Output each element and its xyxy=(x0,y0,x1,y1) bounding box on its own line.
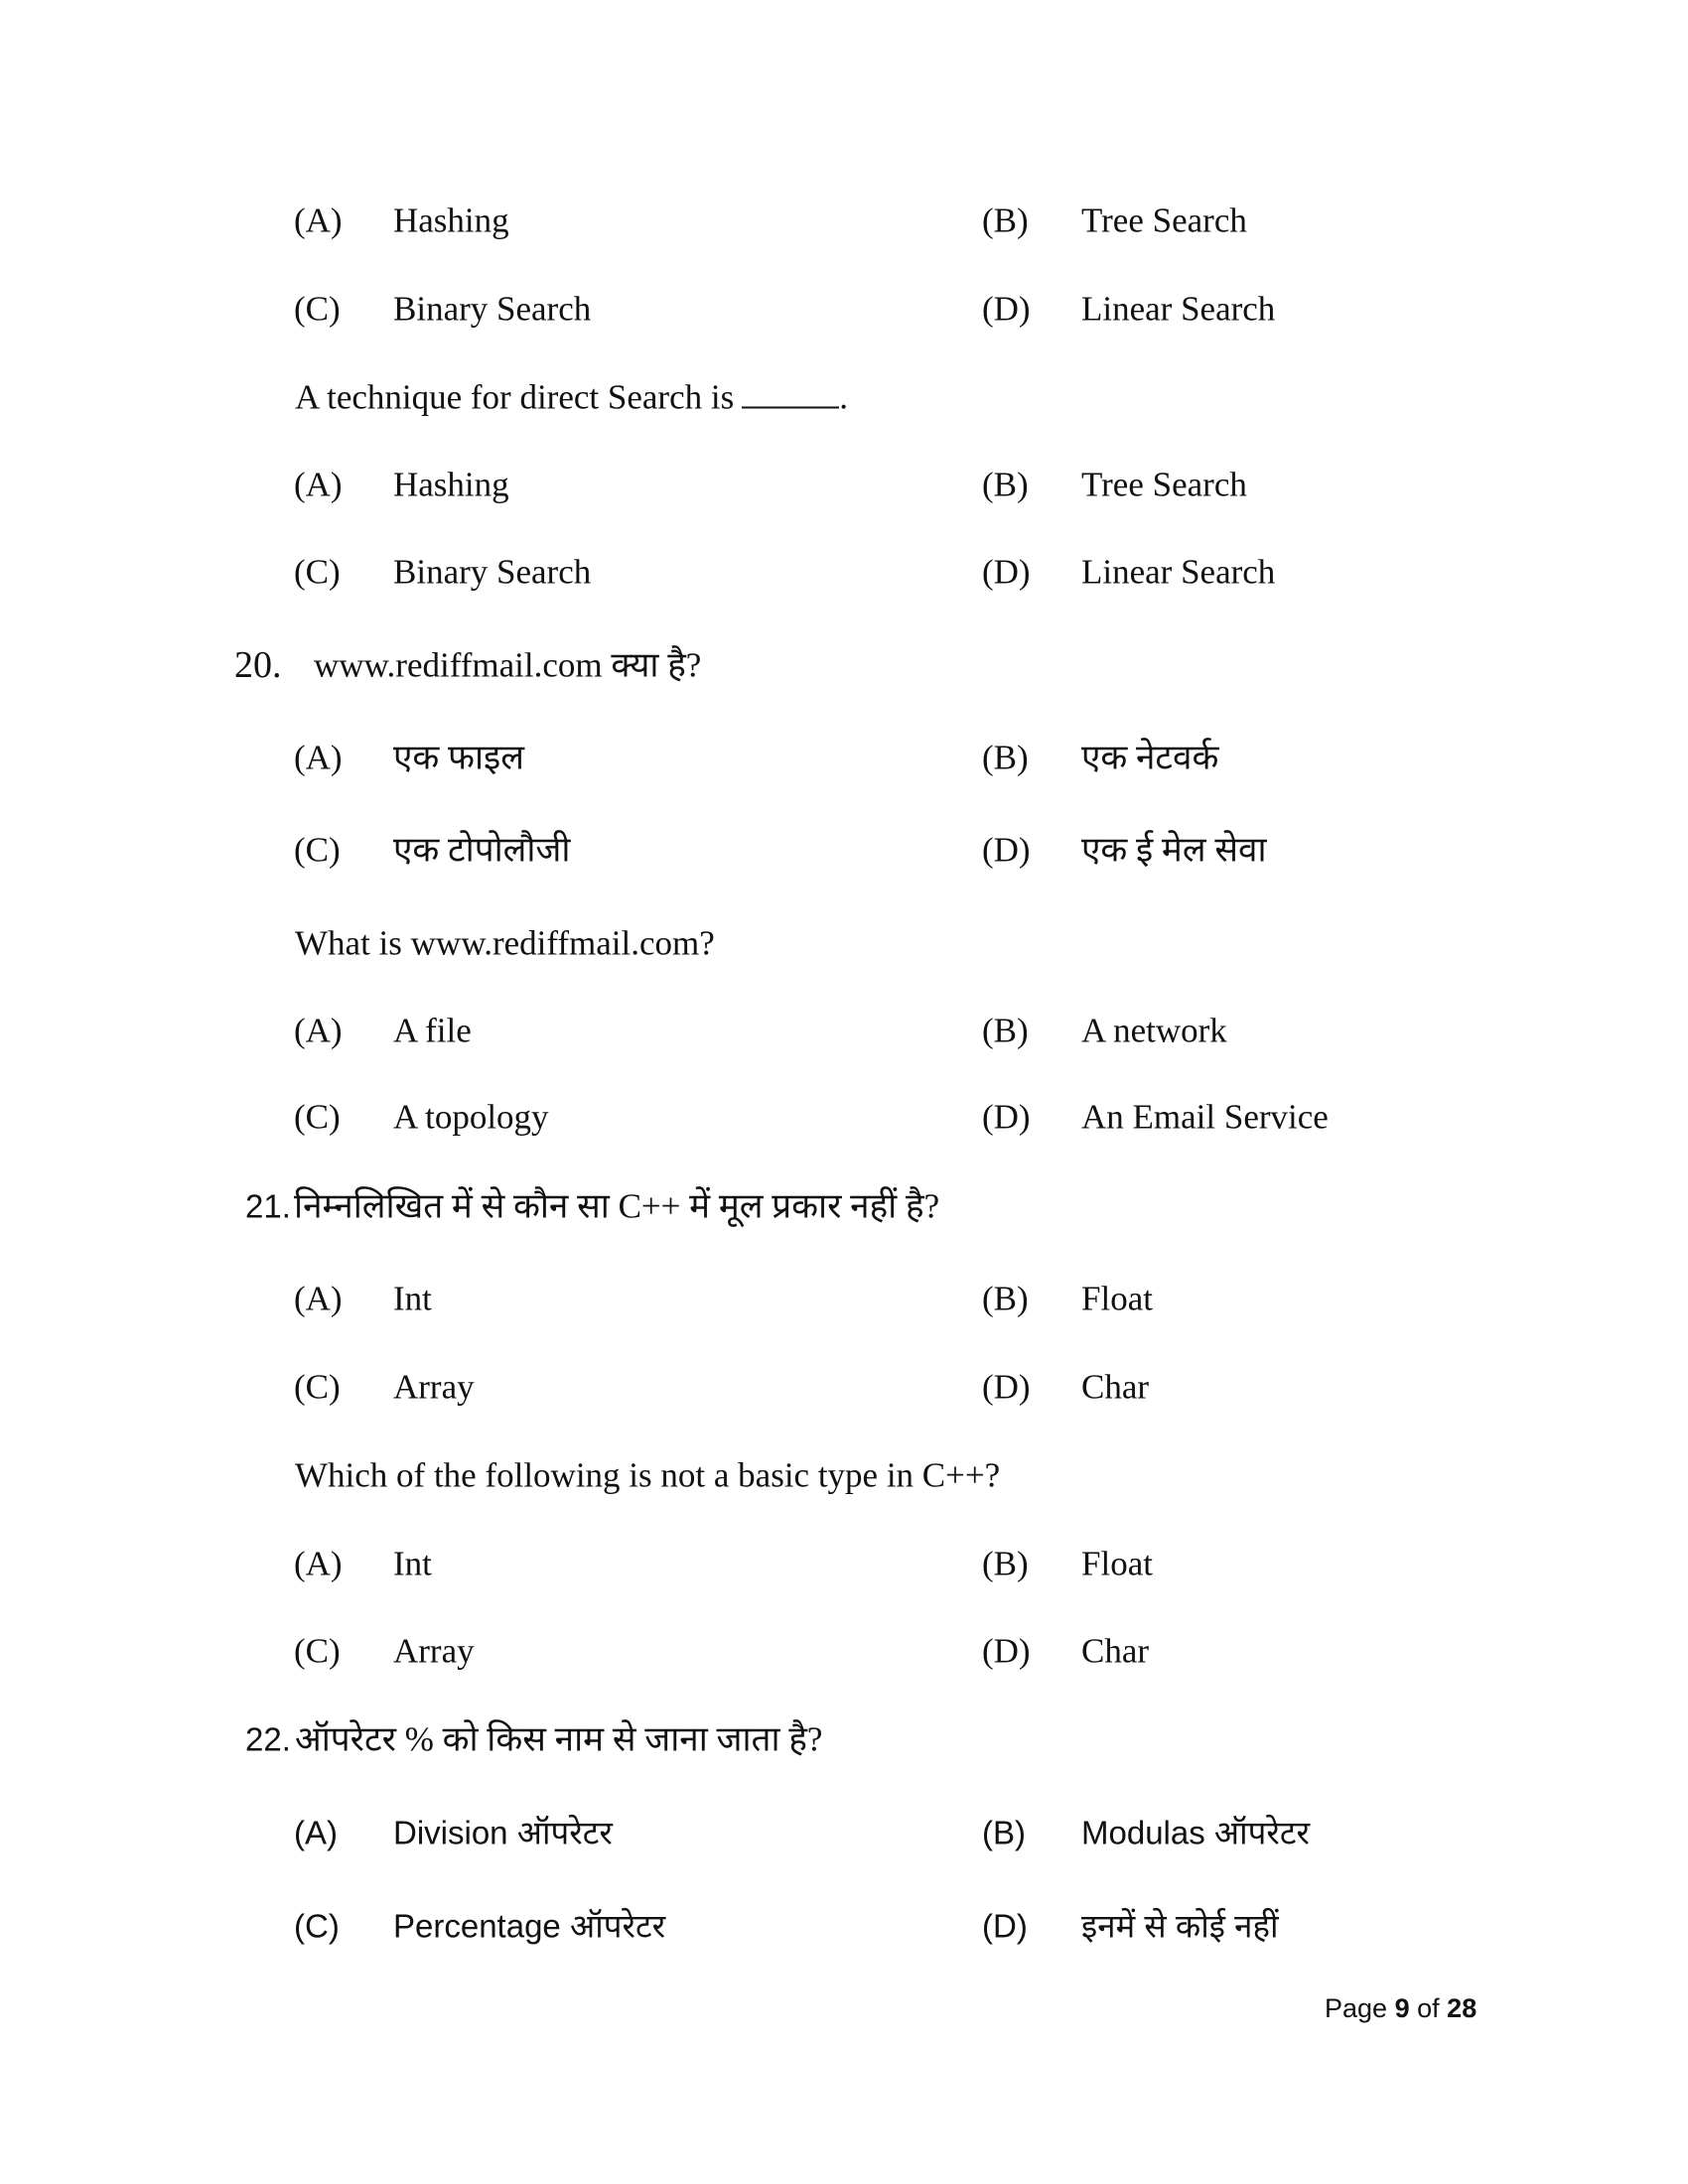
option-text: Linear Search xyxy=(1081,289,1276,329)
option-label: (C) xyxy=(294,289,341,329)
option-label: (C) xyxy=(294,830,341,870)
option-label: (C) xyxy=(294,552,341,592)
option-text: एक ई मेल सेवा xyxy=(1081,830,1267,870)
option-text: Float xyxy=(1081,1544,1153,1583)
page-number-footer xyxy=(1325,1993,1477,2024)
option-text: Tree Search xyxy=(1081,465,1247,504)
option-text: Array xyxy=(393,1631,475,1671)
option-text: Hashing xyxy=(393,465,509,504)
option-text: Float xyxy=(1081,1279,1153,1318)
option-label: (D) xyxy=(982,1907,1028,1945)
option-label: (A) xyxy=(294,1544,343,1583)
question-number: 22. xyxy=(245,1720,291,1758)
question-text-hindi: www.rediffmail.com क्या है? xyxy=(314,645,702,685)
question-text-english xyxy=(295,377,848,417)
option-label: (D) xyxy=(982,1367,1031,1407)
option-text: Int xyxy=(393,1279,432,1318)
question-text-english: What is www.rediffmail.com? xyxy=(295,923,715,963)
option-label: (D) xyxy=(982,1097,1031,1137)
option-text: इनमें से कोई नहीं xyxy=(1081,1907,1279,1945)
option-text: An Email Service xyxy=(1081,1097,1329,1137)
option-label: (B) xyxy=(982,465,1029,504)
option-label: (B) xyxy=(982,1279,1029,1318)
question-text: A technique for direct Search is xyxy=(295,377,735,417)
option-text: Tree Search xyxy=(1081,201,1247,240)
option-label: (A) xyxy=(294,201,343,240)
option-label: (A) xyxy=(294,465,343,504)
option-label: (D) xyxy=(982,830,1031,870)
question-number: 20. xyxy=(234,644,282,686)
question-text-english: Which of the following is not a basic type in C++? xyxy=(295,1455,1001,1495)
option-label: (C) xyxy=(294,1367,341,1407)
question-end: . xyxy=(839,377,848,417)
page-current: 9 xyxy=(1394,1993,1410,2023)
option-label: (B) xyxy=(982,738,1029,777)
option-text: Int xyxy=(393,1544,432,1583)
option-text: Binary Search xyxy=(393,552,592,592)
option-text: Hashing xyxy=(393,201,509,240)
page-total: 28 xyxy=(1447,1993,1477,2023)
option-text: Linear Search xyxy=(1081,552,1276,592)
question-number: 21. xyxy=(245,1187,291,1225)
option-text: A file xyxy=(393,1011,472,1050)
option-text: Division ऑपरेटर xyxy=(393,1814,613,1851)
option-text: Binary Search xyxy=(393,289,592,329)
option-text: A network xyxy=(1081,1011,1227,1050)
question-text-hindi: निम्नलिखित में से कौन सा C++ में मूल प्रकार नहीं है? xyxy=(294,1186,940,1226)
option-label: (B) xyxy=(982,201,1029,240)
option-text: एक फाइल xyxy=(393,738,524,777)
option-label: (C) xyxy=(294,1631,341,1671)
question-text-hindi: ऑपरेटर % को किस नाम से जाना जाता है? xyxy=(295,1719,823,1759)
option-text: एक टोपोलौजी xyxy=(393,830,571,870)
option-label: (D) xyxy=(982,552,1031,592)
option-label: (B) xyxy=(982,1544,1029,1583)
option-label: (D) xyxy=(982,1631,1031,1671)
option-label: (A) xyxy=(294,738,343,777)
fill-blank xyxy=(742,381,839,409)
option-label: (A) xyxy=(294,1279,343,1318)
option-label: (B) xyxy=(982,1011,1029,1050)
option-text: Char xyxy=(1081,1631,1150,1671)
option-text: Array xyxy=(393,1367,475,1407)
option-label: (C) xyxy=(294,1097,341,1137)
option-text: Modulas ऑपरेटर xyxy=(1081,1814,1311,1851)
option-label: (D) xyxy=(982,289,1031,329)
option-text: Percentage ऑपरेटर xyxy=(393,1907,666,1945)
option-label: (C) xyxy=(294,1907,340,1945)
option-label: (A) xyxy=(294,1814,338,1851)
option-label: (B) xyxy=(982,1814,1026,1851)
page-of: of xyxy=(1417,1993,1440,2023)
option-text: Char xyxy=(1081,1367,1150,1407)
option-text: एक नेटवर्क xyxy=(1081,738,1219,777)
page-prefix: Page xyxy=(1325,1993,1388,2023)
option-label: (A) xyxy=(294,1011,343,1050)
option-text: A topology xyxy=(393,1097,549,1137)
